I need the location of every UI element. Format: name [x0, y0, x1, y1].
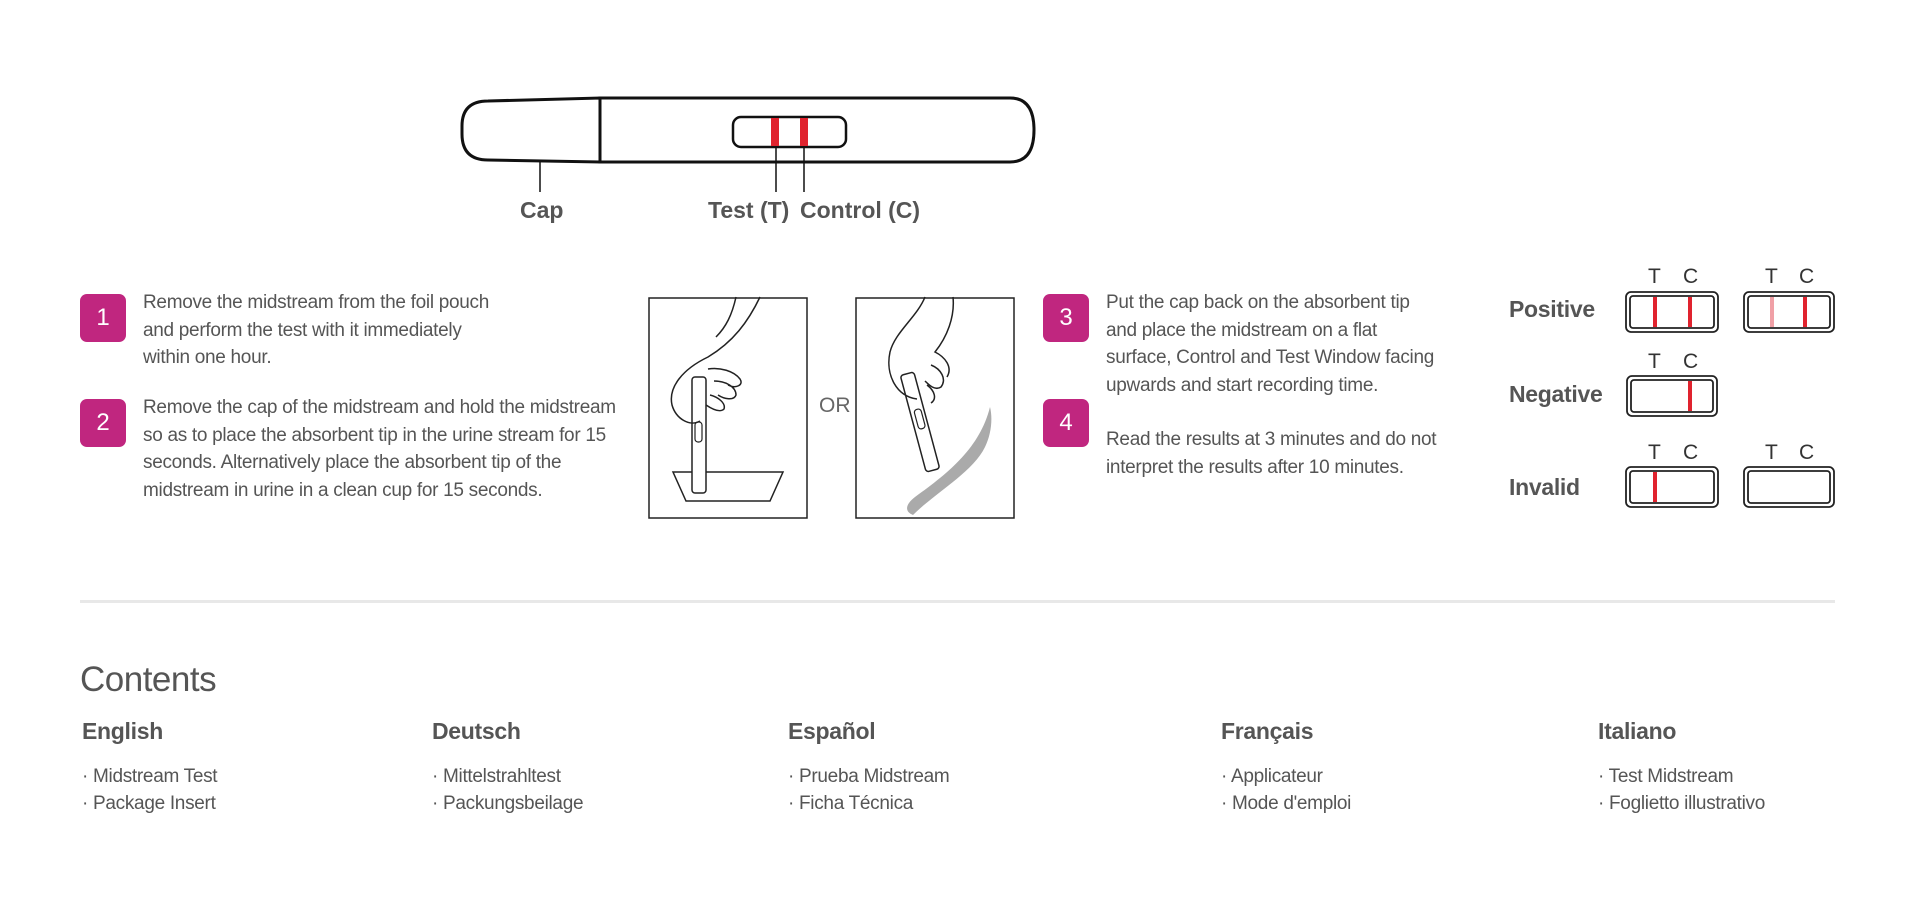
- tc-t-label: T: [1648, 265, 1661, 288]
- tc-t-label: T: [1648, 350, 1661, 373]
- tc-t-label: T: [1765, 265, 1778, 288]
- result-positive-label: Positive: [1509, 296, 1595, 322]
- tc-t-label: T: [1648, 441, 1661, 464]
- lang-item: · Packungsbeilage: [432, 793, 584, 814]
- result-window-negative: [1627, 376, 1717, 416]
- result-negative-label: Negative: [1509, 381, 1603, 407]
- tc-c-label: C: [1683, 441, 1699, 464]
- result-window-positive-faint: [1744, 292, 1834, 332]
- lang-item: · Mode d'emploi: [1221, 793, 1352, 814]
- lang-heading-deutsch: Deutsch: [432, 718, 521, 744]
- control-label: Control (C): [800, 197, 921, 223]
- lang-item: · Mittelstrahltest: [432, 766, 561, 787]
- result-invalid-label: Invalid: [1509, 474, 1580, 500]
- or-label: OR: [819, 394, 851, 417]
- tc-c-label: C: [1683, 265, 1699, 288]
- step-badge-2: 2: [80, 399, 126, 447]
- tc-c-label: C: [1683, 350, 1699, 373]
- lang-item: · Ficha Técnica: [788, 793, 914, 814]
- step-badge-3: 3: [1043, 294, 1089, 342]
- step-4-text: Read the results at 3 minutes and do not interpret the results after 10 minutes.: [1106, 429, 1437, 478]
- tc-c-label: C: [1799, 265, 1815, 288]
- cap-label: Cap: [520, 197, 564, 223]
- lang-item: · Prueba Midstream: [788, 766, 950, 787]
- contents-title: Contents: [80, 660, 217, 699]
- step-3-text: Put the cap back on the absorbent tip and place the midstream on a flat surface, Control and Test Window facing upwards and start recording time.: [1106, 292, 1435, 396]
- lang-item: · Test Midstream: [1598, 766, 1734, 787]
- lang-heading-francais: Français: [1221, 718, 1314, 744]
- lang-heading-espanol: Español: [788, 718, 876, 744]
- tc-c-label: C: [1799, 441, 1815, 464]
- lang-heading-italiano: Italiano: [1598, 718, 1677, 744]
- step-1-text: Remove the midstream from the foil pouch and perform the test with it immediately within one hour.: [143, 292, 489, 368]
- lang-heading-english: English: [82, 718, 163, 744]
- step-2-text: Remove the cap of the midstream and hold the midstream so as to place the absorbent tip in the urine stream for 15 seconds. Alternatively place the absorbent tip of the midstream in urine in a clean cup for 15 seconds.: [143, 397, 616, 501]
- lang-item: · Foglietto illustrativo: [1598, 793, 1766, 814]
- step-badge-4: 4: [1043, 399, 1089, 447]
- section-divider: [80, 600, 1835, 603]
- tc-t-label: T: [1765, 441, 1778, 464]
- result-window-invalid-none: [1744, 467, 1834, 507]
- lang-item: · Package Insert: [82, 793, 216, 814]
- result-window-invalid-t-only: [1626, 467, 1718, 507]
- lang-item: · Midstream Test: [82, 766, 218, 787]
- lang-item: · Applicateur: [1221, 766, 1323, 787]
- step-badge-1: 1: [80, 294, 126, 342]
- test-label: Test (T): [708, 197, 790, 223]
- result-window-positive-strong: [1626, 292, 1718, 332]
